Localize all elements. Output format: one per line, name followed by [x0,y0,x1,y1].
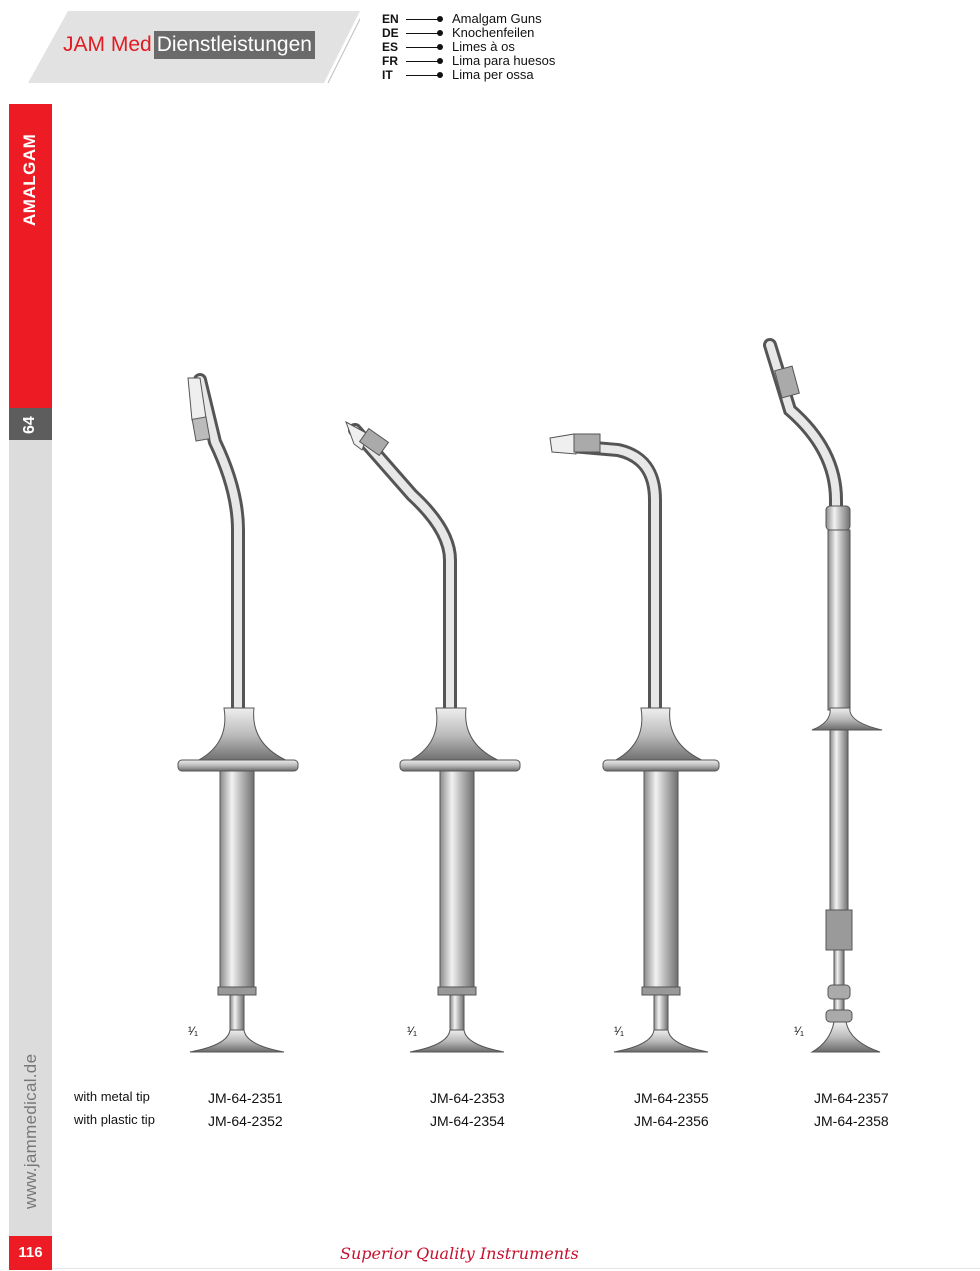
amalgam-gun-2 [346,422,520,1052]
amalgam-gun-1 [178,378,298,1052]
lang-text: Lima para huesos [452,53,556,68]
language-list [382,12,602,82]
product-code-plastic: JM-64-2356 [634,1113,709,1129]
lang-row-fr [382,54,602,68]
product-code-metal: JM-64-2357 [814,1090,889,1106]
section-title: AMALGAM [20,133,39,226]
lang-connector [406,75,440,76]
product-code-metal: JM-64-2351 [208,1090,283,1106]
instrument-illustrations [150,330,910,1110]
lang-connector [406,61,440,62]
product-code-metal: JM-64-2353 [430,1090,505,1106]
lang-dot [437,16,443,22]
product-code-plastic: JM-64-2352 [208,1113,283,1129]
page-number: 116 [18,1244,43,1261]
chapter-number: 64 [21,416,38,434]
lang-dot [437,58,443,64]
amalgam-gun-4 [770,345,882,1052]
lang-connector [406,47,440,48]
brand-suffix: Dienstleistungen [154,31,315,59]
product-code-plastic: JM-64-2358 [814,1113,889,1129]
scale-mark: ¹⁄₁ [188,1024,199,1038]
lang-code: IT [382,68,393,82]
lang-dot [437,30,443,36]
lang-row-es [382,40,602,54]
lang-row-en [382,12,602,26]
scale-mark: ¹⁄₁ [614,1024,625,1038]
lang-text: Amalgam Guns [452,11,542,26]
product-code-metal: JM-64-2355 [634,1090,709,1106]
lang-text: Knochenfeilen [452,25,535,40]
lang-connector [406,33,440,34]
product-code-plastic: JM-64-2354 [430,1113,505,1129]
row-label-metal: with metal tip [74,1089,150,1104]
amalgam-gun-3 [550,434,719,1052]
lang-code: FR [382,54,398,68]
lang-dot [437,72,443,78]
lang-row-it [382,68,602,82]
brand-logo [63,33,315,57]
lang-text: Limes à os [452,39,515,54]
row-label-plastic: with plastic tip [74,1112,155,1127]
footer-divider [52,1268,980,1269]
lang-code: ES [382,40,399,54]
lang-connector [406,19,440,20]
scale-mark: ¹⁄₁ [407,1024,418,1038]
lang-code: EN [382,12,399,26]
website-link[interactable]: www.jammedical.de [21,1053,40,1209]
brand-name: JAM Med [63,33,152,56]
lang-dot [437,44,443,50]
footer-tagline: Superior Quality Instruments [340,1244,579,1263]
lang-text: Lima per ossa [452,67,534,82]
scale-mark: ¹⁄₁ [794,1024,805,1038]
lang-code: DE [382,26,399,40]
lang-row-de [382,26,602,40]
